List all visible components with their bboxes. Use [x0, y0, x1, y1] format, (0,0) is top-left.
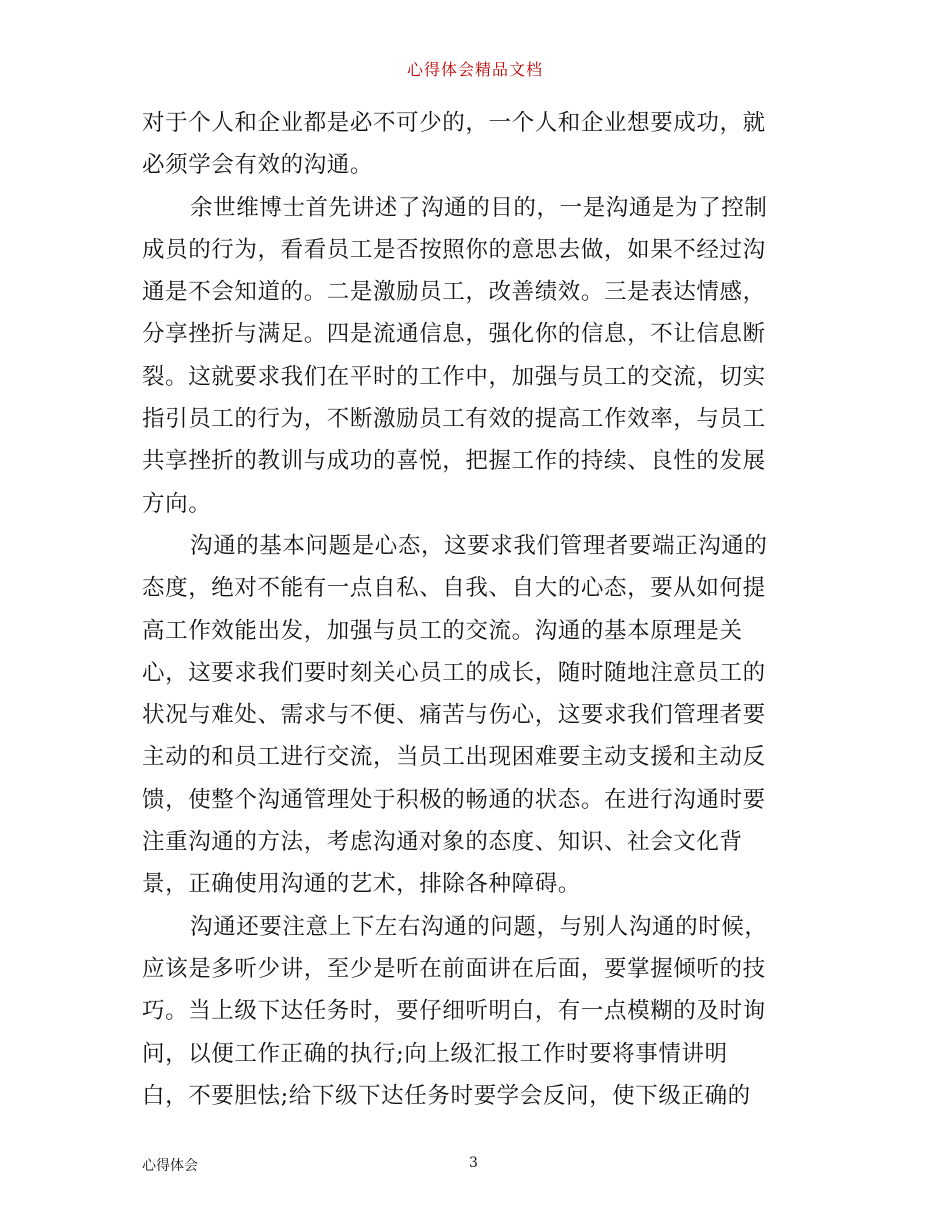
footer-label: 心得体会 [142, 1158, 198, 1174]
text-line: 方向。 [142, 490, 212, 517]
paragraph-2 [142, 187, 812, 525]
text-line: 分享挫折与满足。四是流通信息，强化你的信息，不让信息断 [142, 321, 766, 348]
text-line: 沟通还要注意上下左右沟通的问题，与别人沟通的时候， [190, 913, 768, 940]
text-line: 沟通的基本问题是心态，这要求我们管理者要端正沟通的 [190, 532, 768, 559]
text-line: 共享挫折的教训与成功的喜悦，把握工作的持续、良性的发展 [142, 448, 766, 475]
text-line: 对于个人和企业都是必不可少的，一个人和企业想要成功，就 [142, 110, 766, 136]
text-line: 指引员工的行为，不断激励员工有效的提高工作效率，与员工 [142, 406, 766, 433]
text-line: 景，正确使用沟通的艺术，排除各种障碍。 [142, 871, 581, 898]
text-line: 状况与难处、需求与不便、痛苦与伤心，这要求我们管理者要 [142, 702, 766, 729]
text-line: 心，这要求我们要时刻关心员工的成长，随时随地注意员工的 [142, 659, 766, 686]
paragraph-1 [142, 102, 812, 187]
text-line: 主动的和员工进行交流，当员工出现困难要主动支援和主动反 [142, 744, 766, 771]
document-body [142, 102, 812, 1117]
text-line: 馈，使整个沟通管理处于积极的畅通的状态。在进行沟通时要 [142, 786, 766, 813]
text-line: 态度，绝对不能有一点自私、自我、自大的心态，要从如何提 [142, 575, 766, 602]
text-line: 余世维博士首先讲述了沟通的目的，一是沟通是为了控制 [190, 194, 768, 221]
text-line: 巧。当上级下达任务时，要仔细听明白，有一点模糊的及时询 [142, 998, 766, 1025]
paragraph-4 [142, 906, 812, 1117]
page-number: 3 [469, 1155, 478, 1171]
text-line: 通是不会知道的。二是激励员工，改善绩效。三是表达情感， [142, 279, 766, 306]
text-line: 应该是多听少讲，至少是听在前面讲在后面，要掌握倾听的技 [142, 955, 766, 982]
paragraph-3 [142, 525, 812, 906]
text-line: 必须学会有效的沟通。 [142, 152, 374, 179]
text-line: 问，以便工作正确的执行;向上级汇报工作时要将事情讲明 [142, 1040, 728, 1067]
text-line: 成员的行为，看看员工是否按照你的意思去做，如果不经过沟 [142, 236, 766, 263]
text-line: 裂。这就要求我们在平时的工作中，加强与员工的交流，切实 [142, 363, 766, 390]
text-line: 注重沟通的方法，考虑沟通对象的态度、知识、社会文化背 [142, 829, 743, 856]
text-line: 高工作效能出发，加强与员工的交流。沟通的基本原理是关 [142, 617, 743, 644]
page-header-title: 心得体会精品文档 [406, 60, 543, 79]
text-line: 白，不要胆怯;给下级下达任务时要学会反问，使下级正确的 [142, 1082, 751, 1109]
